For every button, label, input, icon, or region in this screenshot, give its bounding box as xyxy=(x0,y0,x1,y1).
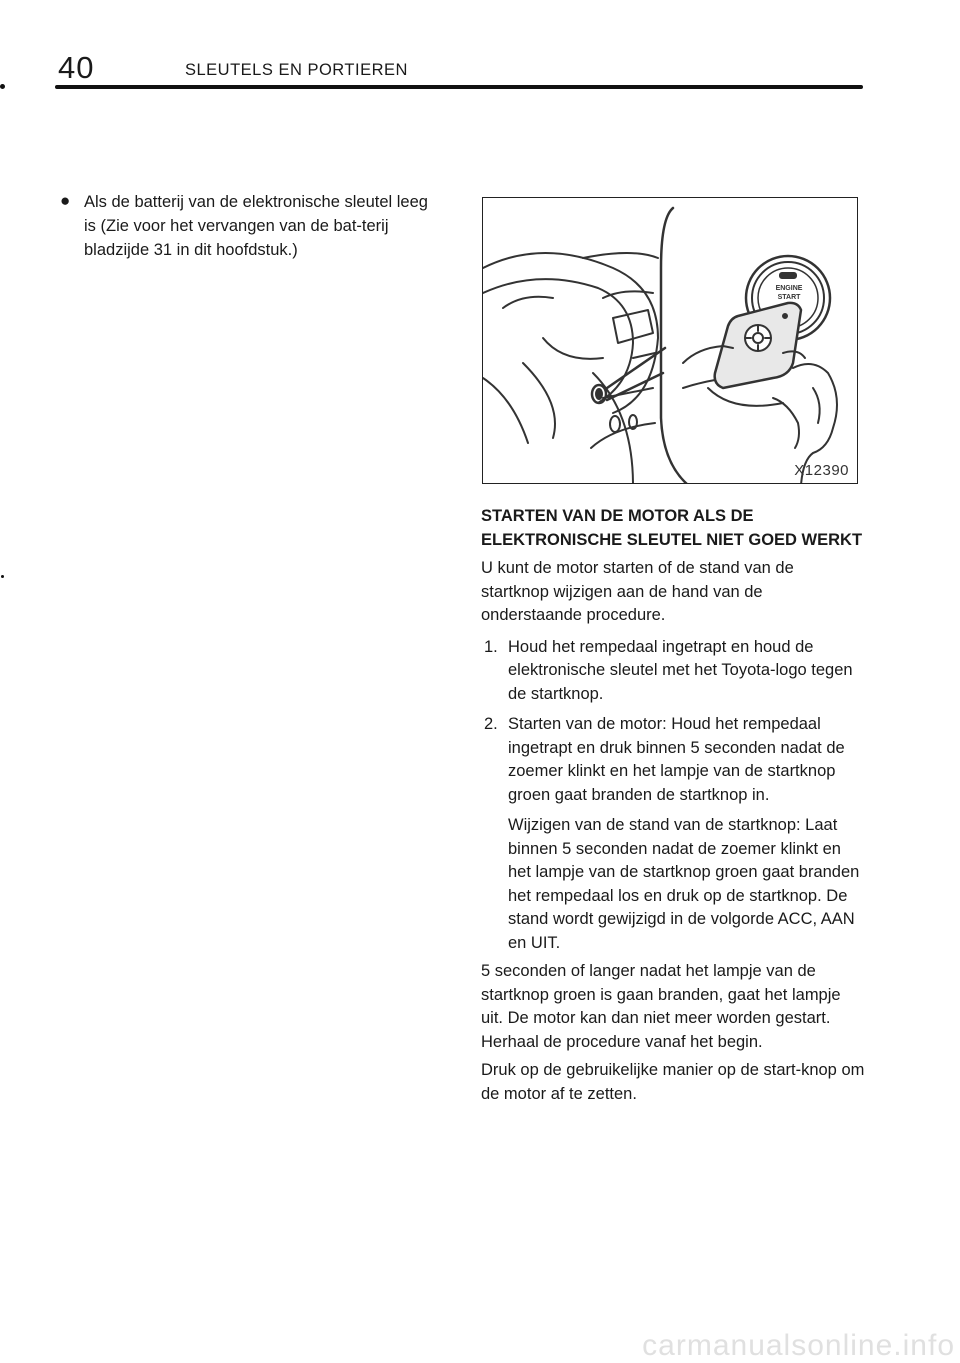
step-text: Starten van de motor: Houd het rempedaal ingetrapt en druk binnen 5 seconden nadat de zoemer klinkt en het lampje van de startknop groen gaat branden de startknop in. xyxy=(508,715,845,804)
section-title: SLEUTELS EN PORTIEREN xyxy=(185,61,408,79)
step-number: 2. xyxy=(484,715,498,733)
crop-mark xyxy=(1,575,4,578)
watermark: carmanualsonline.info xyxy=(642,1329,955,1362)
bullet-item xyxy=(60,190,440,262)
header-rule xyxy=(55,85,863,89)
bullet-text: Als de batterij van de elektronische sleutel leeg is (Zie voor het vervangen van de bat-terij bladzijde 31 in dit hoofdstuk.) xyxy=(84,193,428,259)
button-label-engine: ENGINE xyxy=(775,285,803,292)
step-list xyxy=(481,636,866,808)
step-number: 1. xyxy=(484,637,498,656)
step-item xyxy=(481,636,866,707)
figure-code: X12390 xyxy=(794,462,849,479)
step-text: Houd het rempedaal ingetrapt en houd de elektronische sleutel met het Toyota‑logo tegen de startknop. xyxy=(508,637,853,703)
step2-extra-paragraph: Wijzigen van de stand van de startknop: Laat binnen 5 seconden nadat de zoemer klinkt en het lampje van de startknop groen gaat branden het rempedaal los en druk op de startknop. De stand wordt gewijzigd in de volgorde ACC, AAN en UIT. xyxy=(508,816,860,952)
bullet-icon: ● xyxy=(60,191,71,210)
note-paragraph: Druk op de gebruikelijke manier op de start-knop om de motor af te zetten. xyxy=(481,1061,865,1103)
page-number: 40 xyxy=(58,50,95,85)
section-heading: STARTEN VAN DE MOTOR ALS DE ELEKTRONISCHE SLEUTEL NIET GOED WERKT xyxy=(481,507,863,549)
crop-mark xyxy=(0,84,5,89)
intro-paragraph: U kunt de motor starten of de stand van de startknop wijzigen aan de hand van de onderstaande procedure. xyxy=(481,559,794,624)
button-label-start: START xyxy=(777,294,801,301)
note-paragraph: 5 seconden of langer nadat het lampje van de startknop groen is gaan branden, gaat het lampje uit. De motor kan dan niet meer worden gestart. Herhaal de procedure vanaf het begin. xyxy=(481,962,841,1051)
step-item xyxy=(481,713,866,807)
key-start-illustration xyxy=(483,198,858,484)
main-content xyxy=(481,505,866,1111)
figure-illustration xyxy=(482,197,858,484)
